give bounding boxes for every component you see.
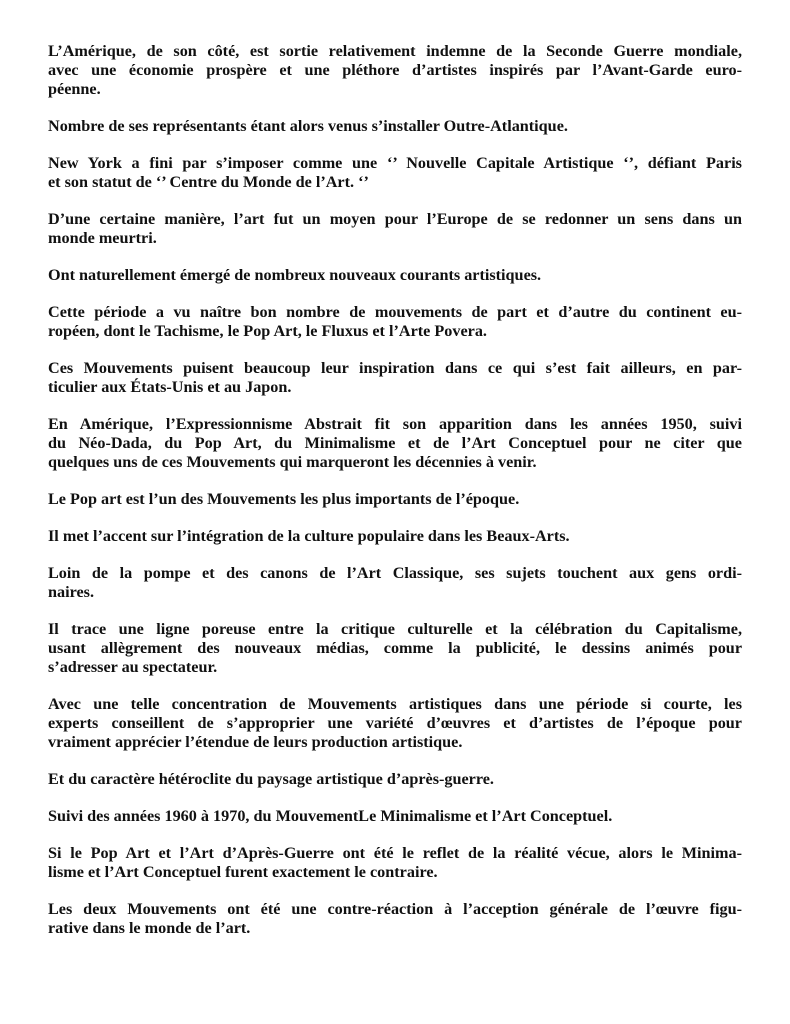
text-line: naires. bbox=[48, 583, 95, 601]
paragraph bbox=[48, 266, 742, 285]
text-line: ropéen, dont le Tachisme, le Pop Art, le Fluxus et l’Arte Povera. bbox=[48, 322, 487, 340]
paragraph bbox=[48, 117, 742, 136]
text-line: du Néo-Dada, du Pop Art, du Minimalisme et de l’Art Conceptuel pour ne citer que bbox=[48, 434, 742, 452]
paragraph bbox=[48, 695, 742, 752]
text-line: vraiment apprécier l’étendue de leurs production artistique. bbox=[48, 733, 463, 751]
text-line: ticulier aux États-Unis et au Japon. bbox=[48, 378, 292, 396]
paragraph bbox=[48, 359, 742, 397]
paragraph bbox=[48, 527, 742, 546]
paragraph bbox=[48, 900, 742, 938]
paragraph bbox=[48, 844, 742, 882]
paragraph bbox=[48, 415, 742, 472]
paragraph bbox=[48, 210, 742, 248]
text-line: Loin de la pompe et des canons de l’Art Classique, ses sujets touchent aux gens ordi- bbox=[48, 564, 742, 582]
text-line: L’Amérique, de son côté, est sortie relativement indemne de la Seconde Guerre mondiale, bbox=[48, 42, 742, 60]
text-line: Il trace une ligne poreuse entre la critique culturelle et la célébration du Capitalisme, bbox=[48, 620, 742, 638]
text-line: Suivi des années 1960 à 1970, du MouvementLe Minimalisme et l’Art Conceptuel. bbox=[48, 807, 613, 825]
text-line: Et du caractère hétéroclite du paysage artistique d’après-guerre. bbox=[48, 770, 494, 788]
paragraph bbox=[48, 303, 742, 341]
text-line: usant allègrement des nouveaux médias, comme la publicité, le dessins animés pour bbox=[48, 639, 742, 657]
text-line: péenne. bbox=[48, 80, 101, 98]
text-line: Ces Mouvements puisent beaucoup leur inspiration dans ce qui s’est fait ailleurs, en par- bbox=[48, 359, 742, 377]
text-line: rative dans le monde de l’art. bbox=[48, 919, 251, 937]
text-line: Si le Pop Art et l’Art d’Après-Guerre ont été le reflet de la réalité vécue, alors le Minima- bbox=[48, 844, 742, 862]
text-line: avec une économie prospère et une pléthore d’artistes inspirés par l’Avant-Garde euro- bbox=[48, 61, 742, 79]
text-line: En Amérique, l’Expressionnisme Abstrait fit son apparition dans les années 1950, suivi bbox=[48, 415, 742, 433]
paragraph bbox=[48, 620, 742, 677]
text-line: Ont naturellement émergé de nombreux nouveaux courants artistiques. bbox=[48, 266, 542, 284]
paragraph bbox=[48, 807, 742, 826]
paragraph bbox=[48, 770, 742, 789]
paragraph bbox=[48, 490, 742, 509]
text-line: et son statut de ‘’ Centre du Monde de l’Art. ‘’ bbox=[48, 173, 369, 191]
paragraph bbox=[48, 42, 742, 99]
text-line: D’une certaine manière, l’art fut un moyen pour l’Europe de se redonner un sens dans un bbox=[48, 210, 742, 228]
text-line: Il met l’accent sur l’intégration de la culture populaire dans les Beaux-Arts. bbox=[48, 527, 570, 545]
text-line: New York a fini par s’imposer comme une ‘’ Nouvelle Capitale Artistique ‘’, défiant Paris bbox=[48, 154, 742, 172]
text-line: Nombre de ses représentants étant alors venus s’installer Outre-Atlantique. bbox=[48, 117, 568, 135]
text-line: Le Pop art est l’un des Mouvements les plus importants de l’époque. bbox=[48, 490, 520, 508]
text-line: quelques uns de ces Mouvements qui marqueront les décennies à venir. bbox=[48, 453, 537, 471]
document-body bbox=[48, 42, 742, 956]
text-line: Avec une telle concentration de Mouvements artistiques dans une période si courte, les bbox=[48, 695, 742, 713]
text-line: s’adresser au spectateur. bbox=[48, 658, 218, 676]
text-line: Cette période a vu naître bon nombre de mouvements de part et d’autre du continent eu- bbox=[48, 303, 742, 321]
paragraph bbox=[48, 154, 742, 192]
text-line: lisme et l’Art Conceptuel furent exactement le contraire. bbox=[48, 863, 438, 881]
paragraph bbox=[48, 564, 742, 602]
text-line: monde meurtri. bbox=[48, 229, 157, 247]
text-line: experts conseillent de s’approprier une variété d’œuvres et d’artistes de l’époque pour bbox=[48, 714, 742, 732]
text-line: Les deux Mouvements ont été une contre-réaction à l’acception générale de l’œuvre figu- bbox=[48, 900, 742, 918]
